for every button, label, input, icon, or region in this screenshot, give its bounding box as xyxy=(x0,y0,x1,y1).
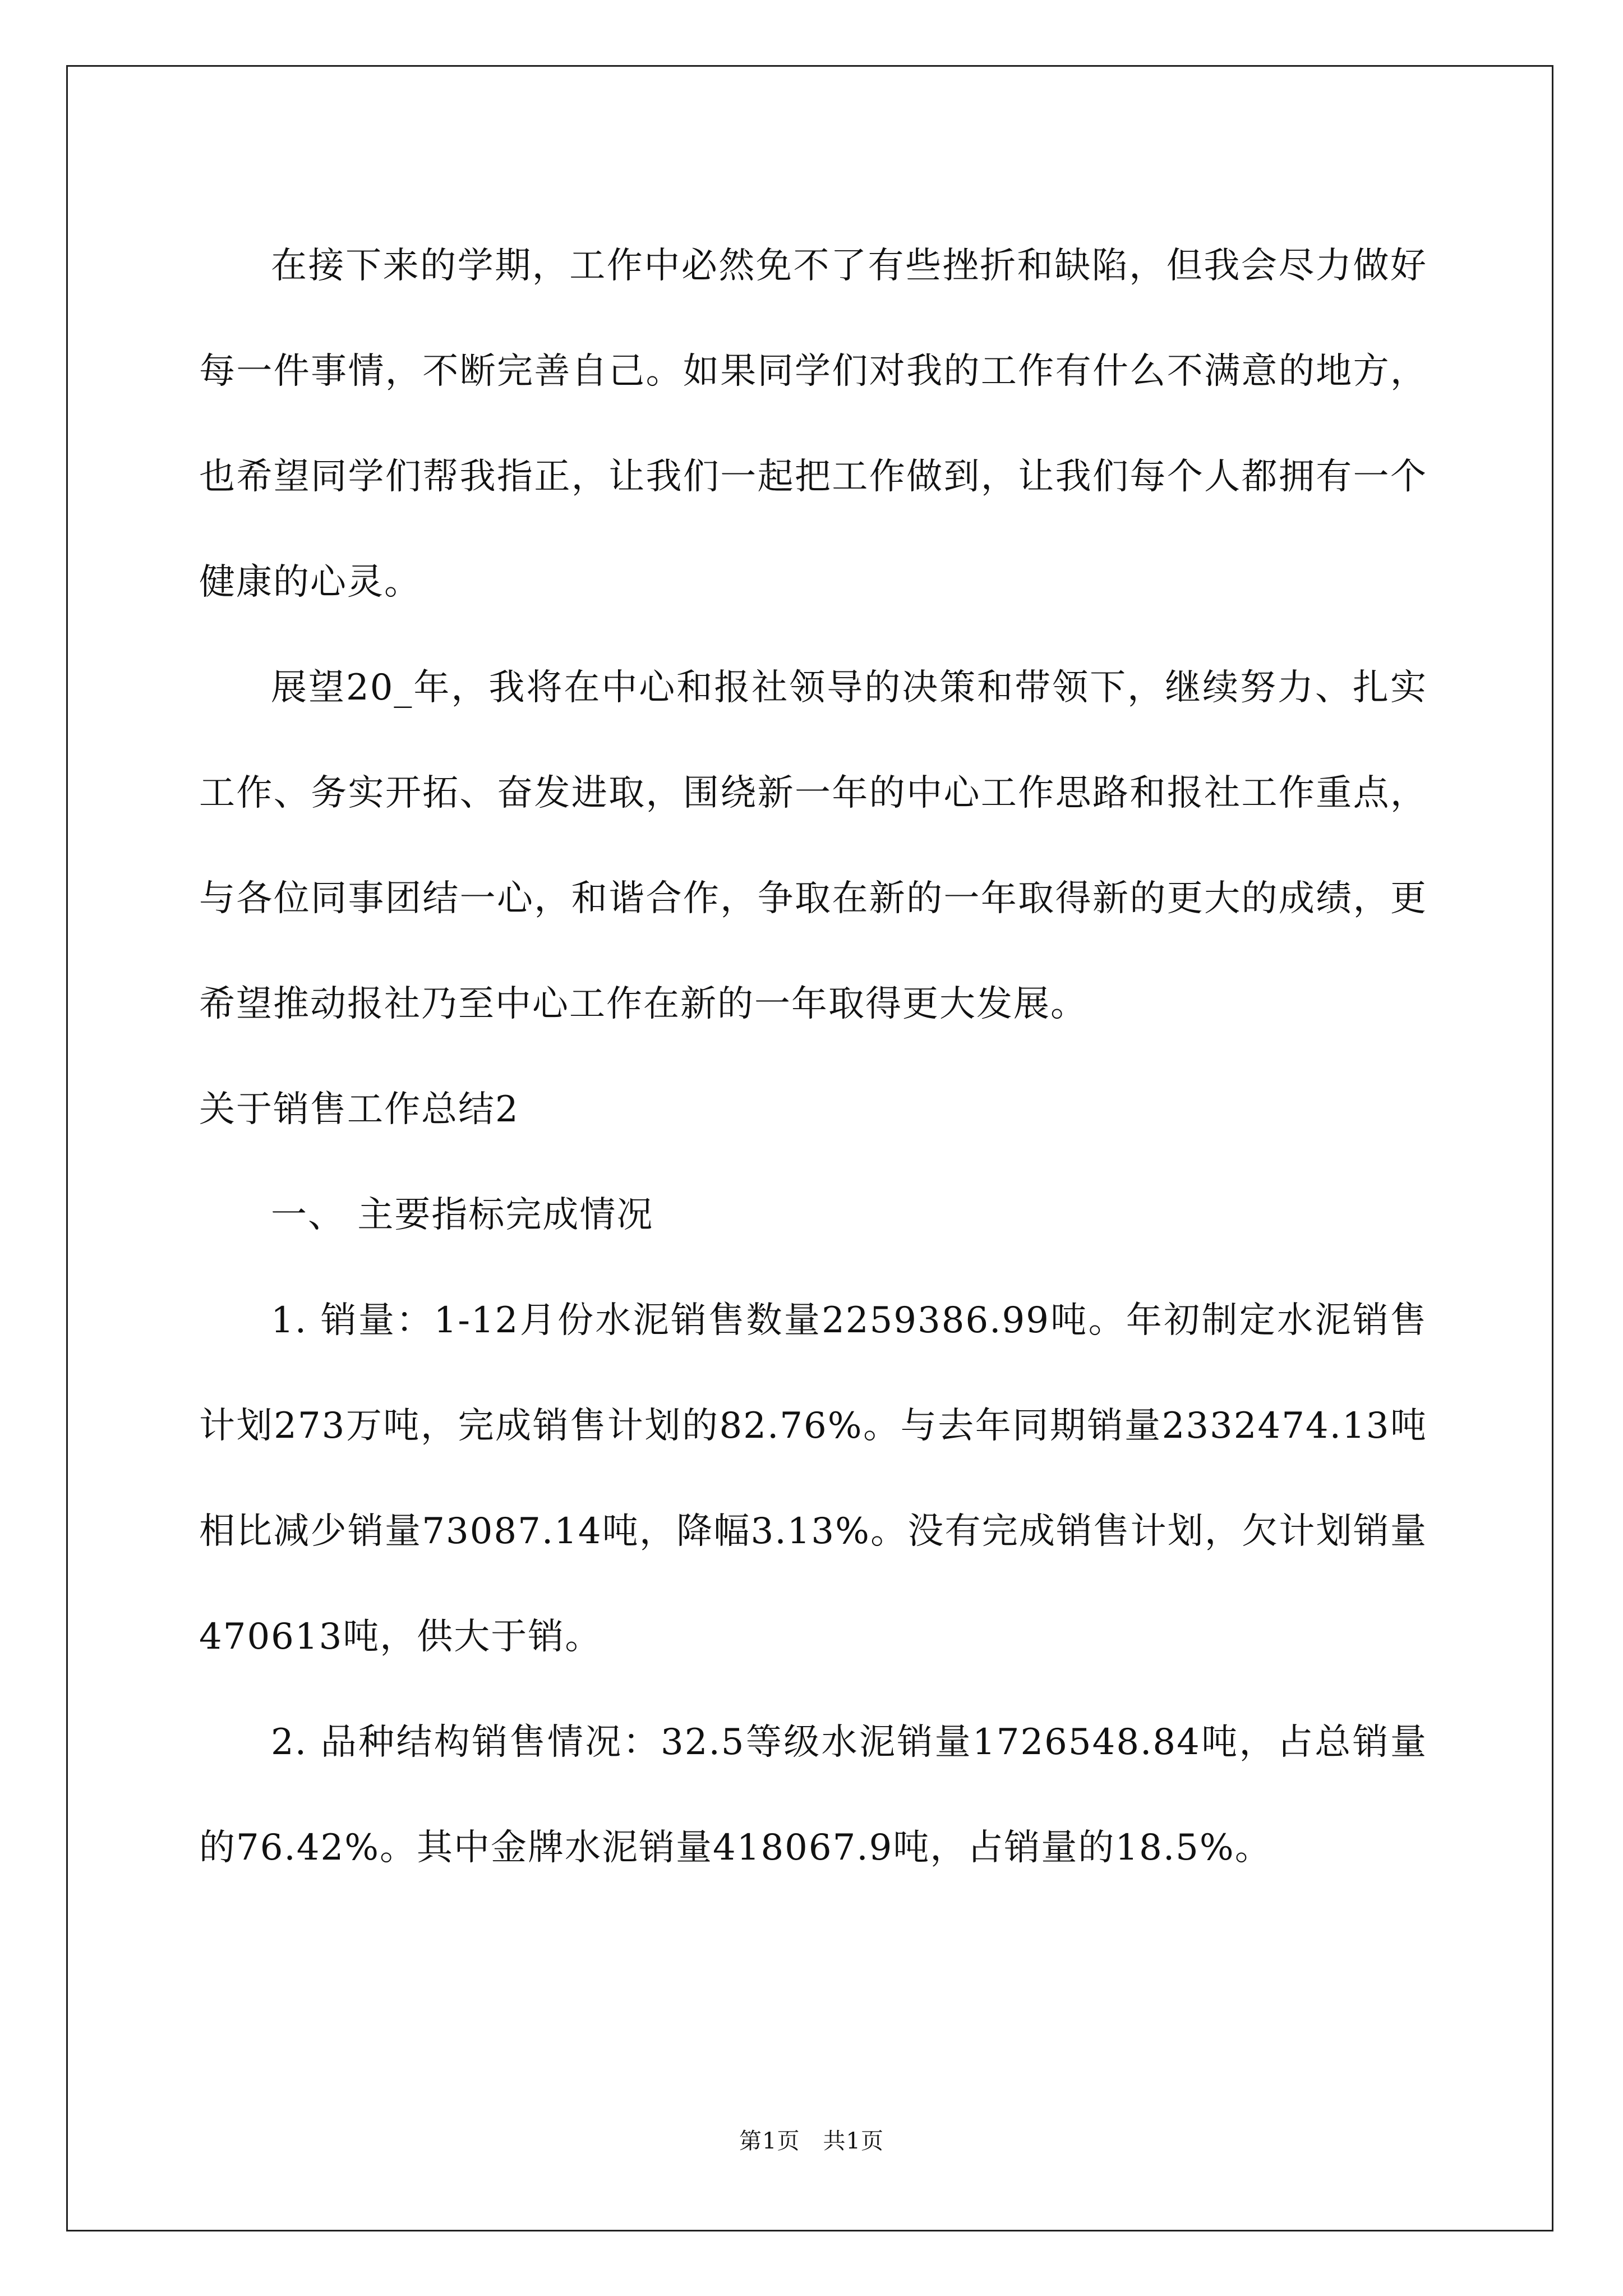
document-body xyxy=(199,213,1427,1901)
page-footer: 第1页 共1页 xyxy=(739,2128,884,2154)
section-heading: 关于销售工作总结2 xyxy=(199,1089,519,1130)
paragraph-subheading-indicators: 一、 主要指标完成情况 xyxy=(271,1194,654,1236)
paragraph-year-outlook: 展望20_年，我将在中心和报社领导的决策和带领下，继续努力、扎实工作、务实开拓、奋发进取，围绕新一年的中心工作思路和报社工作重点，与各位同事团结一心，和谐合作，争取在新的一年取得新的更大的成绩，更希望推动报社乃至中心工作在新的一年取得更大发展。 xyxy=(199,667,1427,1025)
paragraph-semester-outlook: 在接下来的学期，工作中必然免不了有些挫折和缺陷，但我会尽力做好每一件事情，不断完善自己。如果同学们对我的工作有什么不满意的地方，也希望同学们帮我指正，让我们一起把工作做到，让我们每个人都拥有一个健康的心灵。 xyxy=(199,245,1427,603)
paragraph-product-structure: 2. 品种结构销售情况：32.5等级水泥销量1726548.84吨，占总销量的76.42%。其中金牌水泥销量418067.9吨，占销量的18.5%。 xyxy=(199,1722,1427,1869)
paragraph-sales-volume: 1. 销量：1-12月份水泥销售数量2259386.99吨。年初制定水泥销售计划273万吨，完成销售计划的82.76%。与去年同期销量2332474.13吨相比减少销量73087.14吨，降幅3.13%。没有完成销售计划，欠计划销量470613吨，供大于销。 xyxy=(199,1300,1427,1658)
